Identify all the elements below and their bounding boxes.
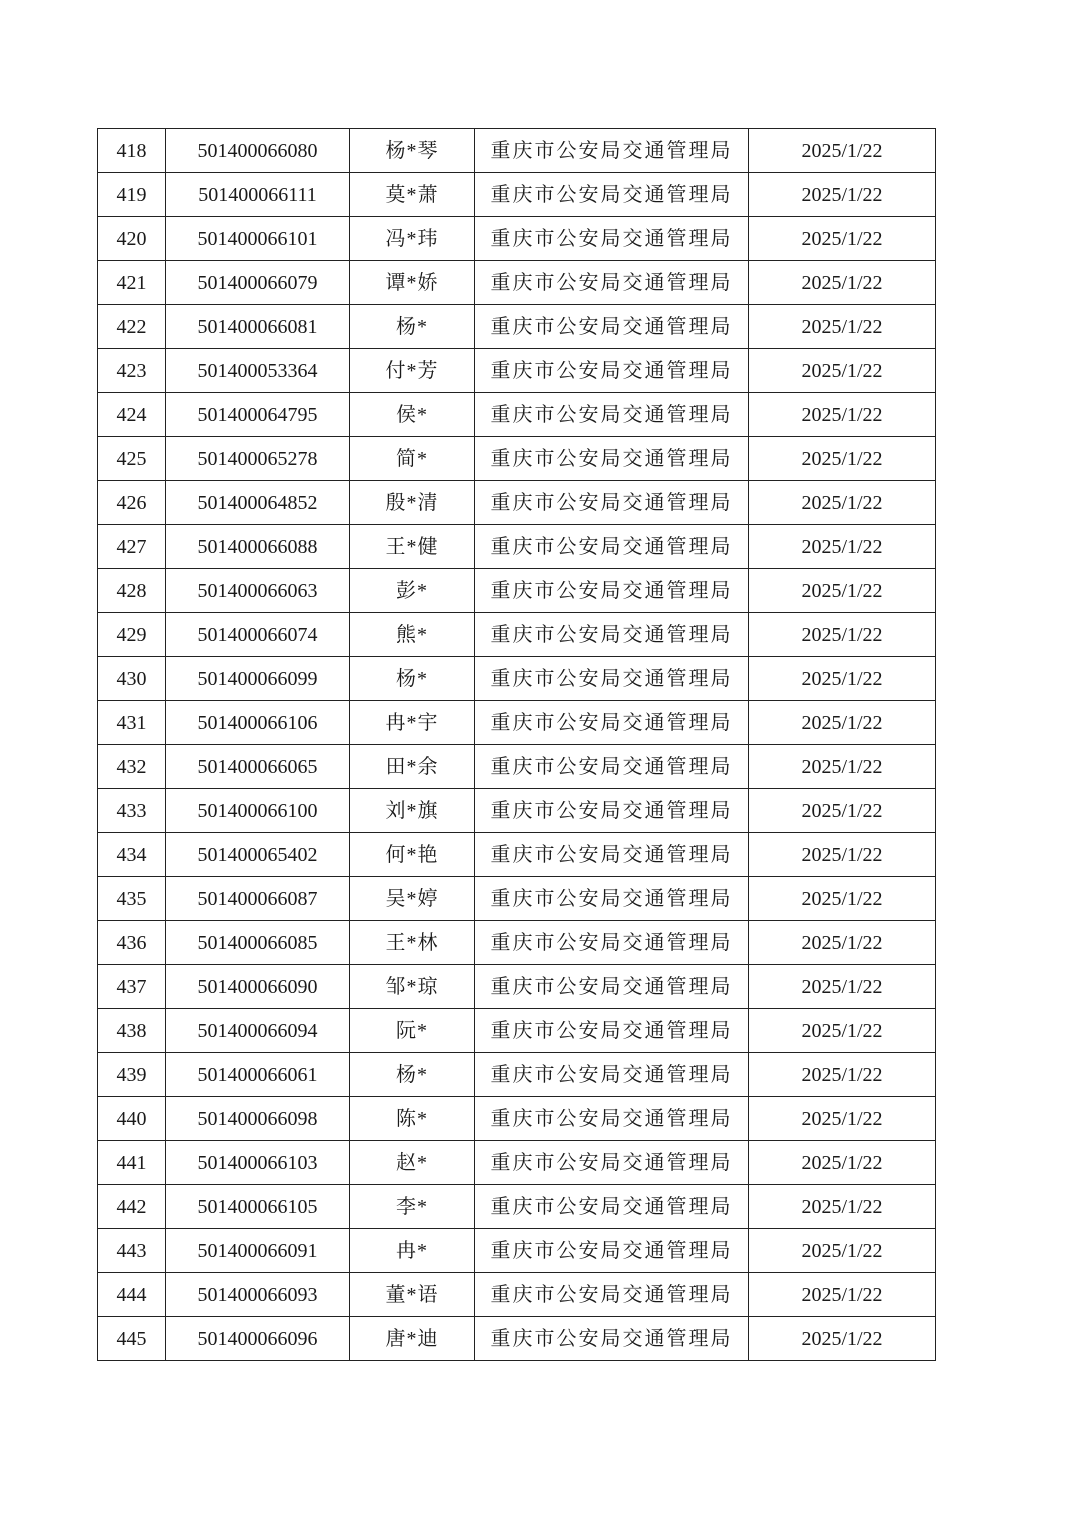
cell-record-id: 501400066098 [166,1097,350,1141]
cell-agency: 重庆市公安局交通管理局 [475,877,749,921]
cell-person-name: 董*语 [350,1273,475,1317]
cell-date: 2025/1/22 [749,789,936,833]
cell-serial-number: 430 [98,657,166,701]
cell-date: 2025/1/22 [749,1009,936,1053]
table-row [98,789,936,833]
cell-serial-number: 443 [98,1229,166,1273]
table-row [98,437,936,481]
cell-record-id: 501400066063 [166,569,350,613]
cell-record-id: 501400066091 [166,1229,350,1273]
cell-agency: 重庆市公安局交通管理局 [475,1229,749,1273]
cell-serial-number: 418 [98,129,166,173]
cell-record-id: 501400066081 [166,305,350,349]
cell-person-name: 侯* [350,393,475,437]
cell-record-id: 501400066099 [166,657,350,701]
cell-agency: 重庆市公安局交通管理局 [475,349,749,393]
cell-person-name: 邹*琼 [350,965,475,1009]
cell-person-name: 陈* [350,1097,475,1141]
cell-person-name: 田*余 [350,745,475,789]
cell-serial-number: 435 [98,877,166,921]
cell-record-id: 501400066093 [166,1273,350,1317]
cell-date: 2025/1/22 [749,1273,936,1317]
cell-serial-number: 442 [98,1185,166,1229]
cell-serial-number: 444 [98,1273,166,1317]
cell-date: 2025/1/22 [749,1053,936,1097]
cell-record-id: 501400066079 [166,261,350,305]
cell-record-id: 501400066090 [166,965,350,1009]
cell-record-id: 501400066101 [166,217,350,261]
table-row [98,173,936,217]
cell-date: 2025/1/22 [749,1185,936,1229]
cell-agency: 重庆市公安局交通管理局 [475,965,749,1009]
cell-person-name: 王*林 [350,921,475,965]
cell-agency: 重庆市公安局交通管理局 [475,305,749,349]
table-row [98,393,936,437]
cell-date: 2025/1/22 [749,1317,936,1361]
cell-agency: 重庆市公安局交通管理局 [475,437,749,481]
cell-agency: 重庆市公安局交通管理局 [475,789,749,833]
cell-person-name: 唐*迪 [350,1317,475,1361]
cell-serial-number: 424 [98,393,166,437]
table-row [98,1141,936,1185]
cell-date: 2025/1/22 [749,745,936,789]
table-row [98,1185,936,1229]
table-row [98,613,936,657]
cell-agency: 重庆市公安局交通管理局 [475,921,749,965]
cell-date: 2025/1/22 [749,349,936,393]
cell-serial-number: 425 [98,437,166,481]
cell-serial-number: 423 [98,349,166,393]
cell-date: 2025/1/22 [749,481,936,525]
cell-agency: 重庆市公安局交通管理局 [475,745,749,789]
cell-record-id: 501400065402 [166,833,350,877]
cell-date: 2025/1/22 [749,129,936,173]
cell-record-id: 501400053364 [166,349,350,393]
cell-date: 2025/1/22 [749,173,936,217]
cell-serial-number: 441 [98,1141,166,1185]
cell-serial-number: 431 [98,701,166,745]
cell-agency: 重庆市公安局交通管理局 [475,1273,749,1317]
cell-person-name: 彭* [350,569,475,613]
table-row [98,1053,936,1097]
cell-date: 2025/1/22 [749,437,936,481]
cell-agency: 重庆市公安局交通管理局 [475,525,749,569]
cell-agency: 重庆市公安局交通管理局 [475,1097,749,1141]
cell-agency: 重庆市公安局交通管理局 [475,1009,749,1053]
cell-record-id: 501400066094 [166,1009,350,1053]
table-row [98,349,936,393]
cell-date: 2025/1/22 [749,305,936,349]
cell-person-name: 殷*清 [350,481,475,525]
cell-record-id: 501400066088 [166,525,350,569]
cell-record-id: 501400066111 [166,173,350,217]
cell-record-id: 501400066061 [166,1053,350,1097]
cell-agency: 重庆市公安局交通管理局 [475,613,749,657]
cell-serial-number: 439 [98,1053,166,1097]
cell-person-name: 何*艳 [350,833,475,877]
cell-person-name: 冯*玮 [350,217,475,261]
table-row [98,1009,936,1053]
table-row [98,261,936,305]
cell-serial-number: 419 [98,173,166,217]
cell-date: 2025/1/22 [749,833,936,877]
cell-record-id: 501400066105 [166,1185,350,1229]
table-row [98,1273,936,1317]
cell-agency: 重庆市公安局交通管理局 [475,393,749,437]
table-row [98,1229,936,1273]
cell-serial-number: 434 [98,833,166,877]
cell-record-id: 501400066085 [166,921,350,965]
table-row [98,217,936,261]
cell-agency: 重庆市公安局交通管理局 [475,1317,749,1361]
table-row [98,921,936,965]
cell-agency: 重庆市公安局交通管理局 [475,173,749,217]
table-row [98,525,936,569]
cell-agency: 重庆市公安局交通管理局 [475,217,749,261]
cell-person-name: 付*芳 [350,349,475,393]
records-table [97,128,936,1361]
cell-serial-number: 432 [98,745,166,789]
table-row [98,833,936,877]
cell-serial-number: 438 [98,1009,166,1053]
cell-serial-number: 433 [98,789,166,833]
cell-person-name: 冉* [350,1229,475,1273]
cell-person-name: 杨*琴 [350,129,475,173]
table-row [98,569,936,613]
cell-agency: 重庆市公安局交通管理局 [475,481,749,525]
cell-record-id: 501400064795 [166,393,350,437]
cell-person-name: 杨* [350,1053,475,1097]
cell-agency: 重庆市公安局交通管理局 [475,657,749,701]
cell-agency: 重庆市公安局交通管理局 [475,261,749,305]
table-row [98,701,936,745]
cell-record-id: 501400066096 [166,1317,350,1361]
cell-date: 2025/1/22 [749,1097,936,1141]
cell-person-name: 谭*娇 [350,261,475,305]
cell-person-name: 李* [350,1185,475,1229]
cell-date: 2025/1/22 [749,701,936,745]
cell-record-id: 501400066100 [166,789,350,833]
cell-agency: 重庆市公安局交通管理局 [475,833,749,877]
cell-person-name: 阮* [350,1009,475,1053]
cell-person-name: 刘*旗 [350,789,475,833]
cell-record-id: 501400066087 [166,877,350,921]
cell-record-id: 501400066074 [166,613,350,657]
cell-date: 2025/1/22 [749,261,936,305]
cell-person-name: 熊* [350,613,475,657]
cell-person-name: 吴*婷 [350,877,475,921]
cell-person-name: 杨* [350,305,475,349]
cell-serial-number: 436 [98,921,166,965]
cell-agency: 重庆市公安局交通管理局 [475,1053,749,1097]
cell-record-id: 501400066065 [166,745,350,789]
cell-date: 2025/1/22 [749,525,936,569]
table-row [98,745,936,789]
cell-agency: 重庆市公安局交通管理局 [475,1185,749,1229]
table-row [98,305,936,349]
cell-date: 2025/1/22 [749,657,936,701]
cell-serial-number: 426 [98,481,166,525]
cell-record-id: 501400066103 [166,1141,350,1185]
cell-date: 2025/1/22 [749,965,936,1009]
cell-date: 2025/1/22 [749,613,936,657]
cell-date: 2025/1/22 [749,921,936,965]
cell-date: 2025/1/22 [749,393,936,437]
cell-serial-number: 428 [98,569,166,613]
cell-person-name: 杨* [350,657,475,701]
cell-person-name: 赵* [350,1141,475,1185]
cell-record-id: 501400066080 [166,129,350,173]
cell-person-name: 冉*宇 [350,701,475,745]
cell-record-id: 501400066106 [166,701,350,745]
cell-person-name: 简* [350,437,475,481]
cell-person-name: 莫*萧 [350,173,475,217]
table-row [98,1317,936,1361]
cell-record-id: 501400065278 [166,437,350,481]
table-row [98,877,936,921]
cell-serial-number: 440 [98,1097,166,1141]
cell-agency: 重庆市公安局交通管理局 [475,129,749,173]
cell-agency: 重庆市公安局交通管理局 [475,1141,749,1185]
cell-agency: 重庆市公安局交通管理局 [475,569,749,613]
records-table-body [98,129,936,1361]
cell-serial-number: 429 [98,613,166,657]
cell-serial-number: 445 [98,1317,166,1361]
cell-serial-number: 422 [98,305,166,349]
cell-serial-number: 427 [98,525,166,569]
cell-serial-number: 421 [98,261,166,305]
cell-record-id: 501400064852 [166,481,350,525]
cell-date: 2025/1/22 [749,877,936,921]
cell-date: 2025/1/22 [749,217,936,261]
table-row [98,965,936,1009]
table-row [98,129,936,173]
cell-agency: 重庆市公安局交通管理局 [475,701,749,745]
cell-date: 2025/1/22 [749,569,936,613]
cell-date: 2025/1/22 [749,1141,936,1185]
cell-serial-number: 437 [98,965,166,1009]
table-row [98,1097,936,1141]
cell-serial-number: 420 [98,217,166,261]
cell-date: 2025/1/22 [749,1229,936,1273]
table-row [98,481,936,525]
table-row [98,657,936,701]
cell-person-name: 王*健 [350,525,475,569]
